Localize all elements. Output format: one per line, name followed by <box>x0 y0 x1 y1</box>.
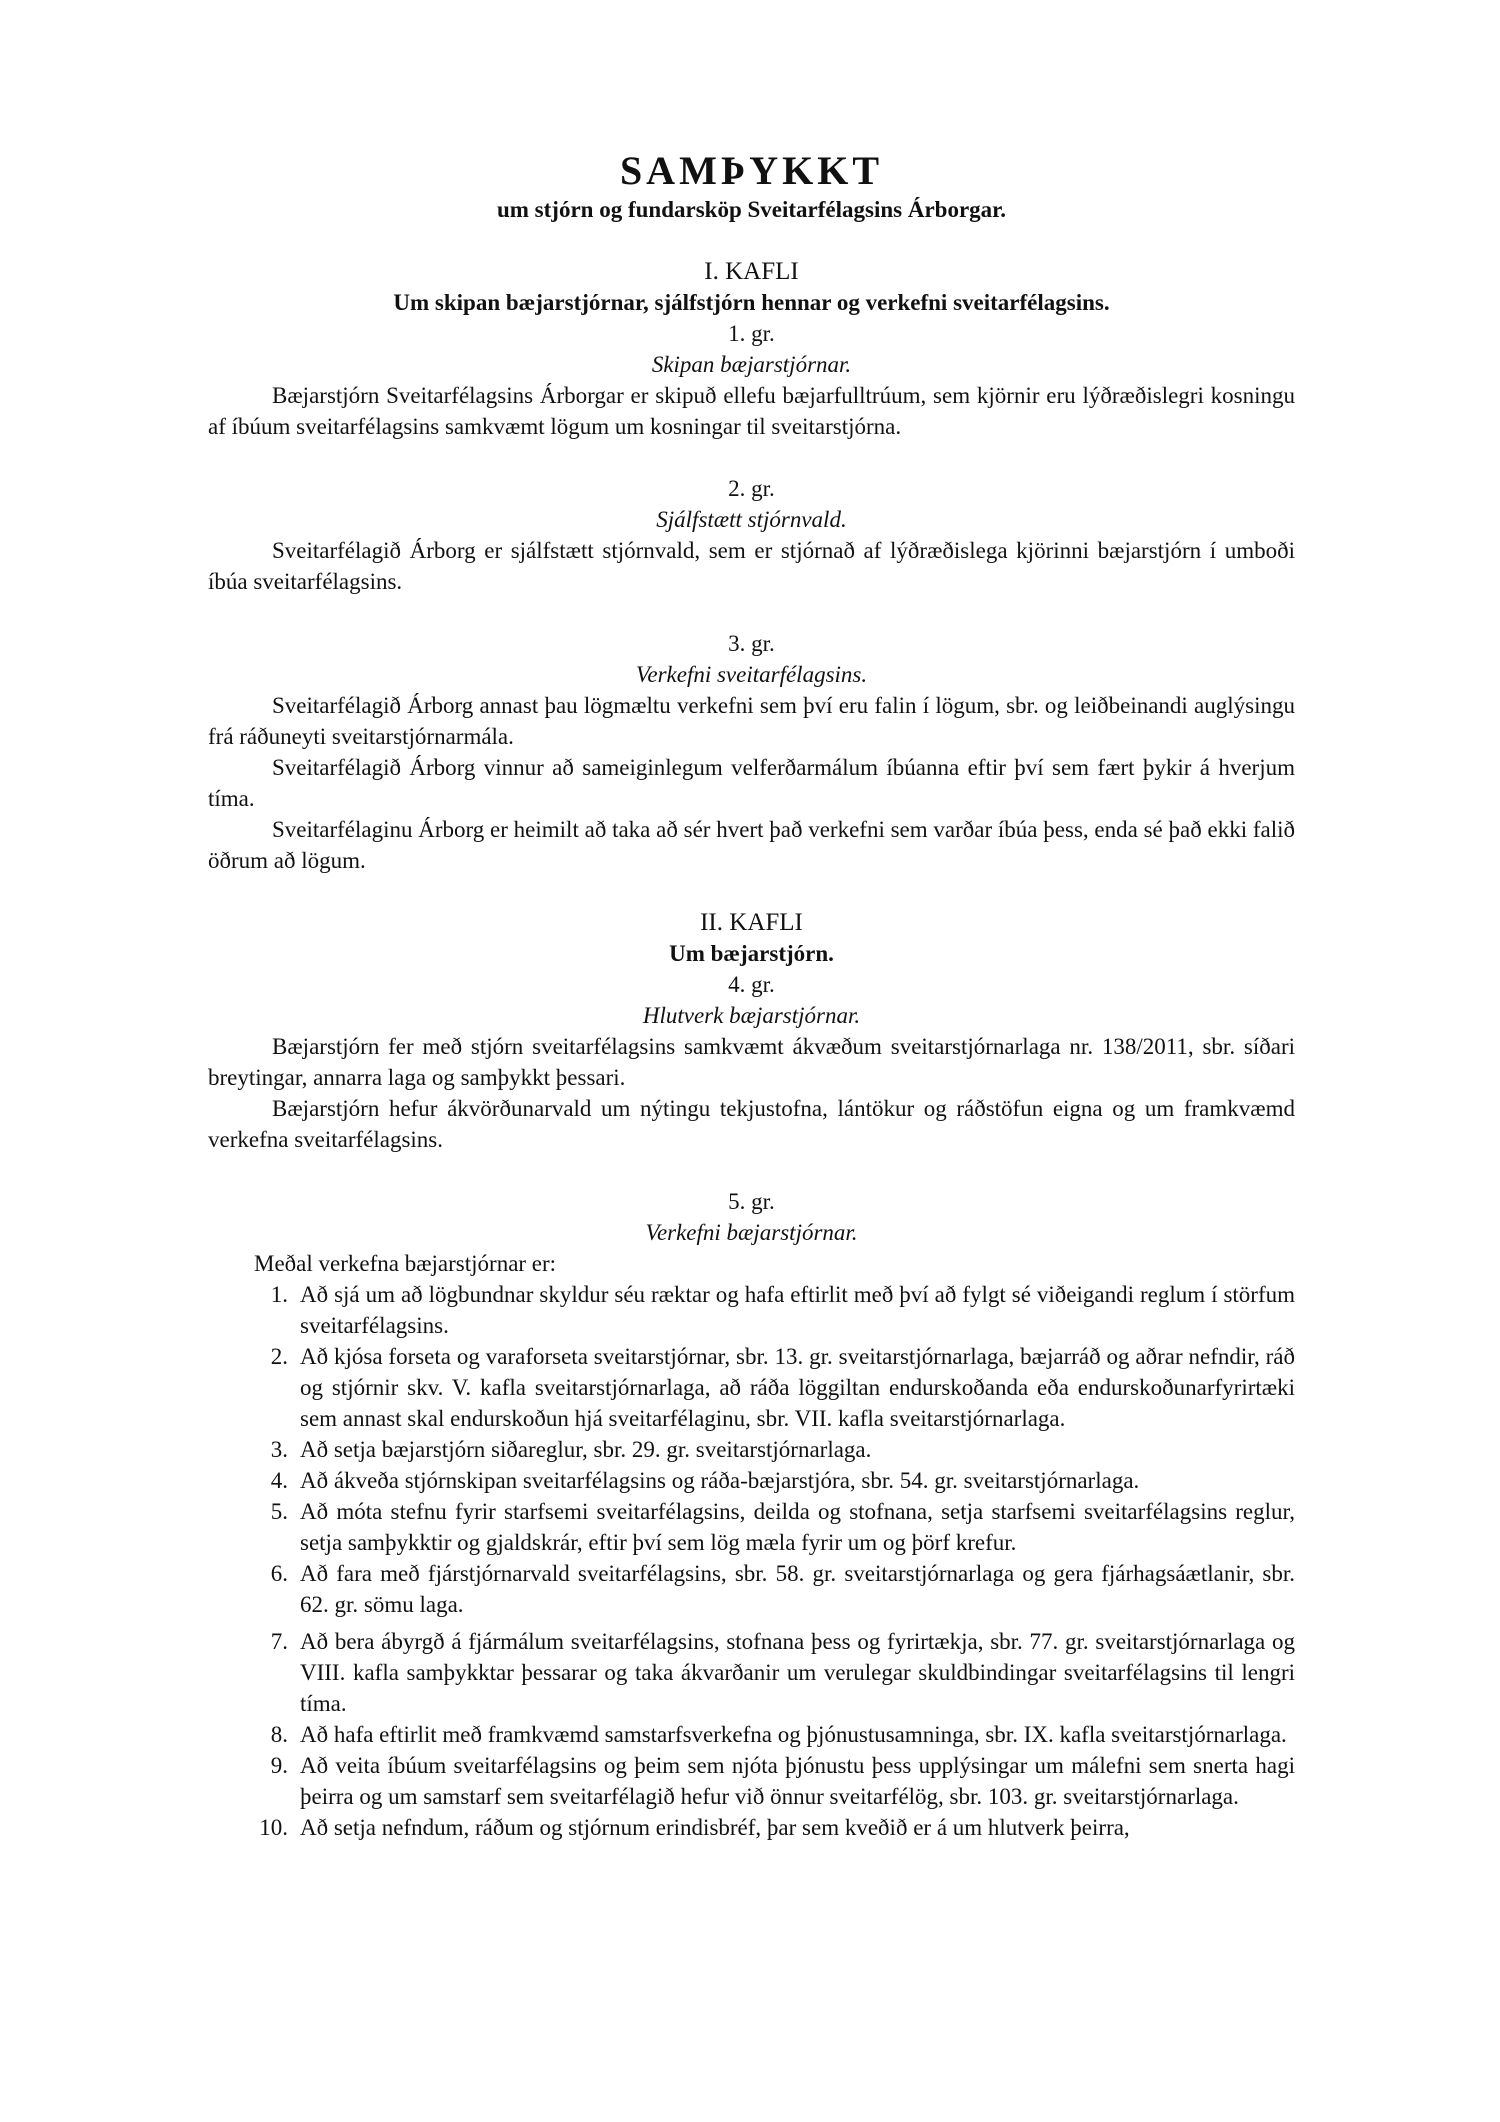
list-intro: Meðal verkefna bæjarstjórnar er: <box>254 1251 557 1276</box>
list-item <box>208 1626 1295 1719</box>
article-1 <box>208 318 1295 442</box>
article-paragraph: Sveitarfélagið Árborg er sjálfstætt stjórnvald, sem er stjórnað af lýðræðislega kjörinni bæjarstjórn í umboði íbúa sveitarfélagsins. <box>208 538 1295 594</box>
article-number: 2. gr. <box>728 476 775 501</box>
list-item-text: Að hafa eftirlit með framkvæmd samstarfsverkefna og þjónustusamninga, sbr. IX. kafla sveitarstjórnarlaga. <box>300 1722 1287 1747</box>
article-paragraph: Sveitarfélagið Árborg annast þau lögmæltu verkefni sem því eru falin í lögum, sbr. og leiðbeinandi auglýsingu frá ráðuneyti sveitarstjórnarmála. <box>208 693 1295 749</box>
list-item <box>208 1465 1295 1496</box>
spacer <box>208 225 1295 256</box>
list-item-text: Að ákveða stjórnskipan sveitarfélagsins og ráða-bæjarstjóra, sbr. 54. gr. sveitarstjórnarlaga. <box>300 1468 1140 1493</box>
spacer <box>208 876 1295 907</box>
article-number: 5. gr. <box>728 1189 775 1214</box>
list-item-number: 8. <box>270 1722 288 1747</box>
list-item-number: 1. <box>270 1282 288 1307</box>
list-item-number: 5. <box>270 1499 288 1524</box>
list-item <box>208 1434 1295 1465</box>
list-item-number: 6. <box>270 1561 288 1586</box>
list-item <box>208 1279 1295 1341</box>
article-title: Verkefni sveitarfélagsins. <box>635 662 868 687</box>
list-item <box>208 1812 1295 1843</box>
article-paragraph: Sveitarfélagið Árborg vinnur að sameiginlegum velferðarmálum íbúanna eftir því sem fært þykir á hverjum tíma. <box>208 755 1295 811</box>
list-item-text: Að setja nefndum, ráðum og stjórnum erindisbréf, þar sem kveðið er á um hlutverk þeirra, <box>300 1815 1130 1840</box>
article-number: 1. gr. <box>728 321 775 346</box>
list-item <box>208 1496 1295 1558</box>
chapter-1 <box>208 256 1295 876</box>
chapter-heading: Um skipan bæjarstjórnar, sjálfstjórn hennar og verkefni sveitarfélagsins. <box>393 290 1110 315</box>
chapter-2 <box>208 907 1295 1843</box>
list-item-number: 7. <box>270 1629 288 1654</box>
duties-list <box>208 1279 1295 1843</box>
article-paragraph: Bæjarstjórn hefur ákvörðunarvald um nýtingu tekjustofna, lántökur og ráðstöfun eigna og um framkvæmd verkefna sveitarfélagsins. <box>208 1096 1295 1152</box>
list-item-text: Að bera ábyrgð á fjármálum sveitarfélagsins, stofnana þess og fyrirtækja, sbr. 77. gr. sveitarstjórnarlaga og VIII. kafla samþykktar þessarar og taka ákvarðanir um verulegar skuldbindingar sveitarfélagsins til lengri tíma. <box>300 1629 1295 1716</box>
spacer <box>208 1155 1295 1186</box>
article-title: Hlutverk bæjarstjórnar. <box>642 1003 861 1028</box>
document-subtitle: um stjórn og fundarsköp Sveitarfélagsins Árborgar. <box>496 197 1006 222</box>
list-item-text: Að setja bæjarstjórn siðareglur, sbr. 29. gr. sveitarstjórnarlaga. <box>300 1437 872 1462</box>
article-number: 3. gr. <box>728 631 775 656</box>
list-item-text: Að móta stefnu fyrir starfsemi sveitarfélagsins, deilda og stofnana, setja starfsemi sveitarfélagsins reglur, setja samþykktir og gjaldskrár, eftir því sem lög mæla fyrir um og þörf krefur. <box>300 1499 1295 1555</box>
article-paragraph: Bæjarstjórn fer með stjórn sveitarfélagsins samkvæmt ákvæðum sveitarstjórnarlaga nr. 138/2011, sbr. síðari breytingar, annarra laga og samþykkt þessari. <box>208 1034 1295 1090</box>
list-item <box>208 1750 1295 1812</box>
list-item-text: Að fara með fjárstjórnarvald sveitarfélagsins, sbr. 58. gr. sveitarstjórnarlaga og gera fjárhagsáætlanir, sbr. 62. gr. sömu laga. <box>300 1561 1295 1617</box>
chapter-label: II. KAFLI <box>700 909 803 936</box>
article-paragraph: Bæjarstjórn Sveitarfélagsins Árborgar er skipuð ellefu bæjarfulltrúum, sem kjörnir eru lýðræðislegri kosningu af íbúum sveitarfélagsins samkvæmt lögum um kosningar til sveitarstjórna. <box>208 383 1295 439</box>
spacer <box>208 597 1295 628</box>
article-3 <box>208 628 1295 876</box>
article-number: 4. gr. <box>728 972 775 997</box>
list-item-number: 2. <box>270 1344 288 1369</box>
chapter-heading: Um bæjarstjórn. <box>669 941 834 966</box>
article-4 <box>208 969 1295 1155</box>
article-title: Sjálfstætt stjórnvald. <box>656 507 847 532</box>
list-item-number: 3. <box>270 1437 288 1462</box>
article-title: Verkefni bæjarstjórnar. <box>645 1220 858 1245</box>
chapter-label: I. KAFLI <box>704 258 799 285</box>
list-item <box>208 1341 1295 1434</box>
list-item <box>208 1558 1295 1620</box>
document-title: SAMÞYKKT <box>619 148 884 193</box>
article-5 <box>208 1186 1295 1843</box>
list-item-number: 4. <box>270 1468 288 1493</box>
list-item-text: Að veita íbúum sveitarfélagsins og þeim sem njóta þjónustu þess upplýsingar um málefni sem snerta hagi þeirra og um samstarf sem sveitarfélagið hefur við önnur sveitarfélög, sbr. 103. gr. sveitarstjórnarlaga. <box>300 1753 1295 1809</box>
article-paragraph: Sveitarfélaginu Árborg er heimilt að taka að sér hvert það verkefni sem varðar íbúa þess, enda sé það ekki falið öðrum að lögum. <box>208 817 1295 873</box>
list-item <box>208 1719 1295 1750</box>
list-item-number: 10. <box>259 1815 288 1840</box>
spacer <box>208 442 1295 473</box>
article-title: Skipan bæjarstjórnar. <box>651 352 852 377</box>
list-item-number: 9. <box>270 1753 288 1778</box>
list-item-text: Að kjósa forseta og varaforseta sveitarstjórnar, sbr. 13. gr. sveitarstjórnarlaga, bæjarráð og aðrar nefndir, ráð og stjórnir skv. V. kafla sveitarstjórnarlaga, að ráða löggiltan endurskoðanda eða endurskoðunarfyrirtæki sem annast skal endurskoðun hjá sveitarfélaginu, sbr. VII. kafla sveitarstjórnarlaga. <box>300 1344 1295 1431</box>
article-2 <box>208 473 1295 597</box>
list-item-text: Að sjá um að lögbundnar skyldur séu ræktar og hafa eftirlit með því að fylgt sé viðeigandi reglum í störfum sveitarfélagsins. <box>300 1282 1295 1338</box>
